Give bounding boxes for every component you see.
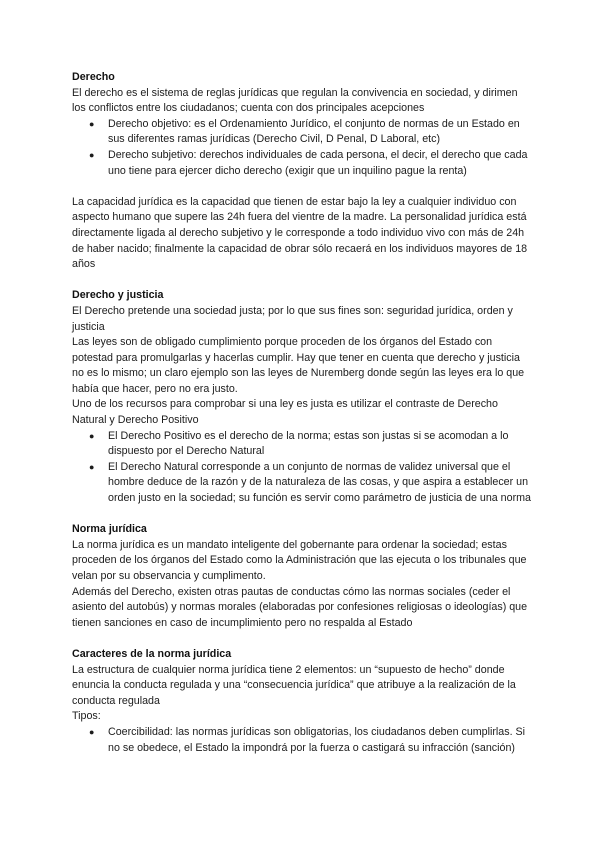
section-derecho-y-justicia [72, 288, 532, 506]
list-item-text: Derecho objetivo: es el Ordenamiento Jurídico, el conjunto de normas de un Estado en sus diferentes ramas jurídicas (Derecho Civil, D Penal, D Laboral, etc) [108, 117, 520, 146]
list-item-text: El Derecho Natural corresponde a un conjunto de normas de validez universal que el hombre deduce de la razón y de la naturaleza de las cosas, y que aspira a establecer un orden justo en la sociedad; su función es servir como parámetro de justicia de una norma [108, 460, 531, 505]
list-item [80, 429, 532, 460]
paragraph: Además del Derecho, existen otras pautas de conductas cómo las normas sociales (ceder el asiento del autobús) y normas morales (elaboradas por confesiones religiosas o ideologías) que tienen sanciones en caso de incumplimiento pero no respalda al Estado [72, 585, 528, 629]
bullet-list [72, 725, 532, 756]
paragraph: Las leyes son de obligado cumplimiento porque proceden de los órganos del Estado con potestad para promulgarlas y hacerlas cumplir. Hay que tener en cuenta que derecho y justicia no es lo mismo; un claro ejemplo son las leyes de Nuremberg donde según las leyes era lo que había que hacer, pero no era justo. [72, 336, 525, 395]
bullet-icon: ● [89, 461, 95, 472]
spacer [72, 273, 532, 289]
list-item-text: El Derecho Positivo es el derecho de la norma; estas son justas si se acomodan a lo dispuesto por el Derecho Natural [108, 429, 509, 458]
section-caracteres [72, 647, 532, 756]
bullet-icon: ● [89, 430, 95, 441]
list-item-text: Coercibilidad: las normas jurídicas son obligatorias, los ciudadanos deben cumplirlas. Si no se obedece, el Estado la impondrá por la fuerza o castigará su infracción (sanción) [108, 725, 526, 754]
section-norma-juridica [72, 522, 532, 631]
paragraph: El Derecho pretende una sociedad justa; por lo que sus fines son: seguridad jurídica, orden y justicia [72, 304, 513, 333]
paragraph: El derecho es el sistema de reglas jurídicas que regulan la convivencia en sociedad, y dirimen los conflictos entre los ciudadanos; cuenta con dos principales acepciones [72, 86, 518, 115]
paragraph: La estructura de cualquier norma jurídica tiene 2 elementos: un “supuesto de hecho” donde enuncia la conducta regulada y una “consecuencia jurídica” que atribuye a la realización de la conducta regulada [72, 663, 516, 707]
list-item [80, 148, 532, 179]
bullet-icon: ● [89, 118, 95, 129]
bullet-icon: ● [89, 149, 95, 160]
section-title: Derecho y justicia [72, 289, 164, 302]
list-item [80, 725, 532, 756]
spacer [72, 179, 532, 195]
list-item [80, 117, 532, 148]
paragraph: Tipos: [72, 710, 101, 723]
section-title: Norma jurídica [72, 523, 147, 536]
section-title: Derecho [72, 71, 115, 83]
document-page [72, 70, 532, 756]
section-title: Caracteres de la norma jurídica [72, 647, 232, 660]
bullet-list [72, 429, 532, 507]
paragraph: La capacidad jurídica es la capacidad que tienen de estar bajo la ley a cualquier individuo con aspecto humano que supere las 24h fuera del vientre de la madre. La personalidad jurídica está directamente ligada al derecho subjetivo y le corresponde a todo individuo vivo con más de 24h de haber nacido; finalmente la capacidad de obrar sólo recaerá en los individuos mayores de 18 años [72, 195, 528, 271]
bullet-list [72, 117, 532, 179]
list-item-text: Derecho subjetivo: derechos individuales de cada persona, el decir, el derecho que cada uno tiene para ejercer dicho derecho (exigir que un inquilino pague la renta) [108, 148, 528, 177]
bullet-icon: ● [89, 726, 95, 737]
section-derecho [72, 70, 532, 273]
spacer [72, 507, 532, 523]
paragraph: Uno de los recursos para comprobar si una ley es justa es utilizar el contraste de Derecho Natural y Derecho Positivo [72, 398, 498, 427]
spacer [72, 631, 532, 647]
paragraph: La norma jurídica es un mandato inteligente del gobernante para ordenar la sociedad; estas proceden de los órganos del Estado como la Administración que las ejecuta o los tribunales que velan por su observancia y cumplimento. [72, 538, 527, 582]
list-item [80, 460, 532, 507]
